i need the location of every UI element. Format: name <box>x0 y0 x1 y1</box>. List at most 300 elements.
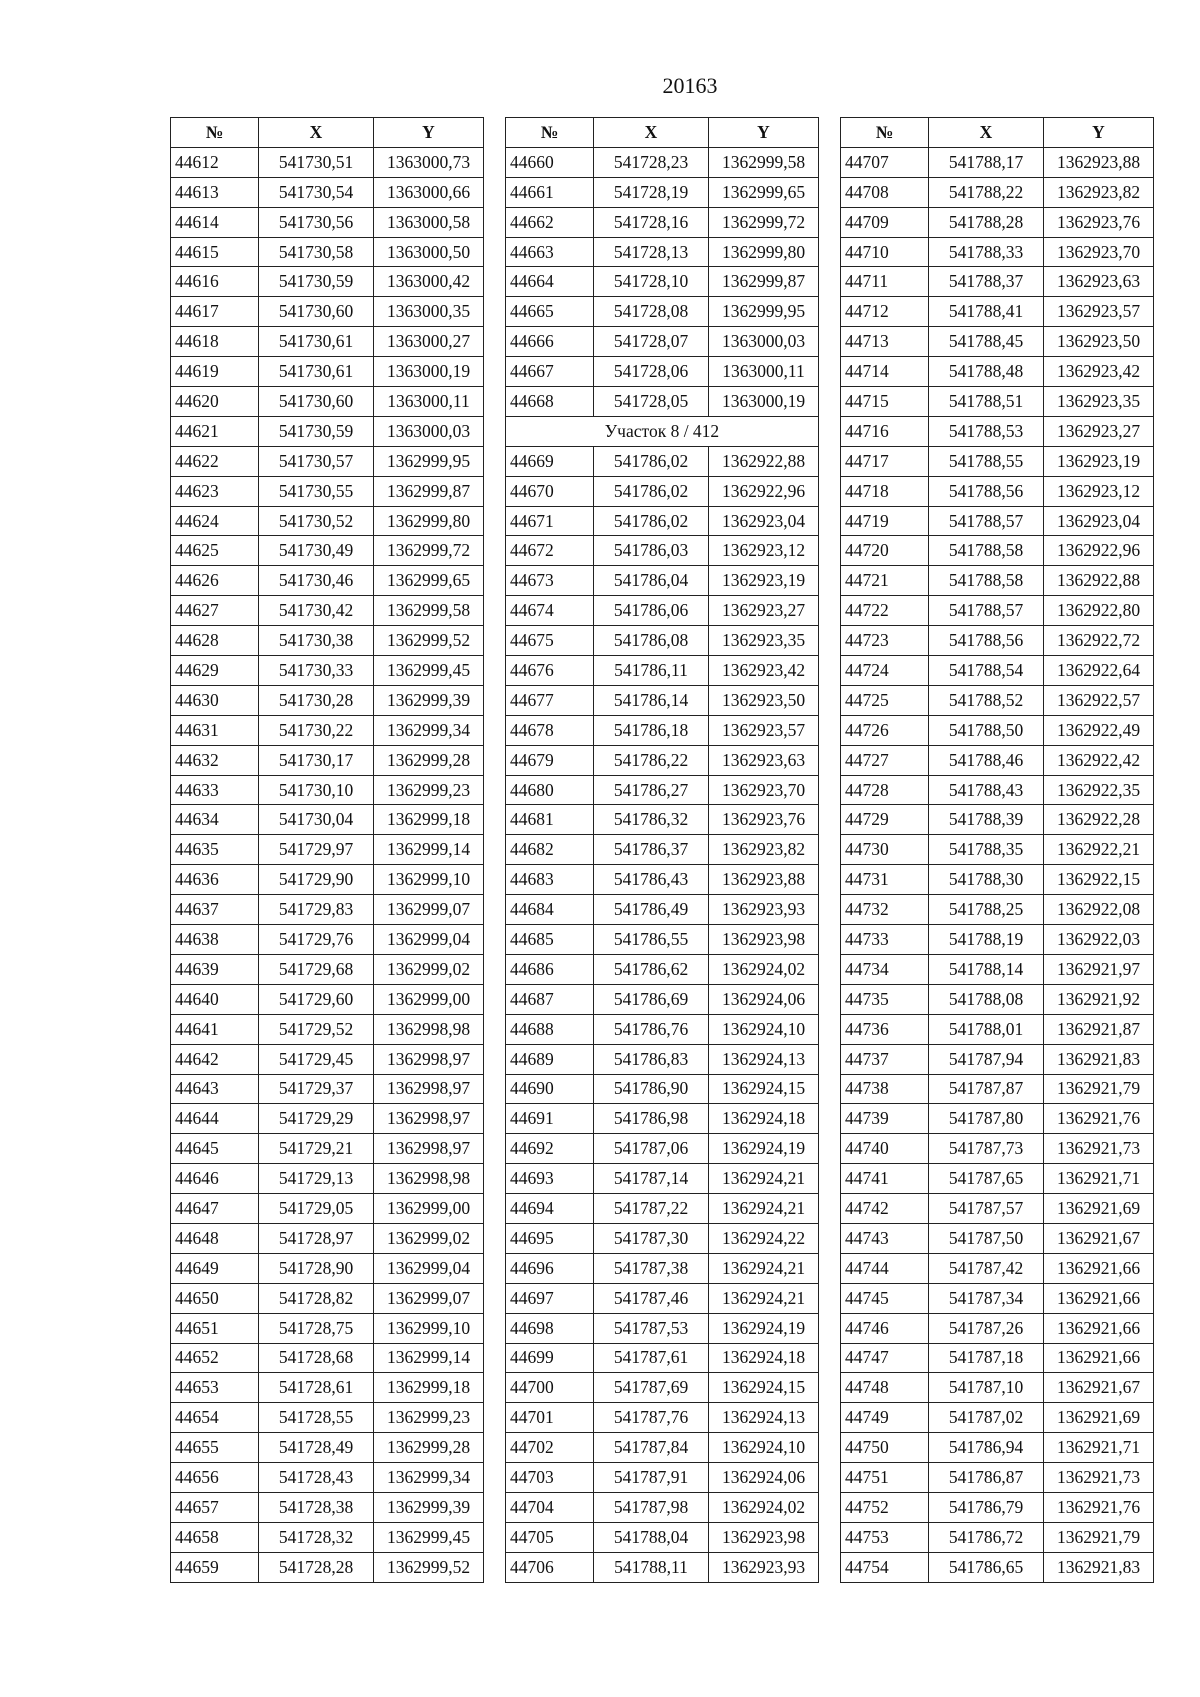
x-coordinate-cell: 541730,42 <box>259 596 374 626</box>
x-coordinate-cell: 541728,23 <box>594 147 709 177</box>
point-number-cell: 44735 <box>841 984 929 1014</box>
x-coordinate-cell: 541729,37 <box>259 1074 374 1104</box>
y-coordinate-cell: 1362921,87 <box>1044 1014 1154 1044</box>
y-coordinate-cell: 1362924,19 <box>709 1134 819 1164</box>
y-coordinate-cell: 1362921,69 <box>1044 1194 1154 1224</box>
table-row <box>841 895 1154 925</box>
point-number-cell: 44680 <box>506 775 594 805</box>
y-coordinate-cell: 1362998,97 <box>374 1074 484 1104</box>
point-number-cell: 44627 <box>171 596 259 626</box>
x-coordinate-cell: 541730,59 <box>259 267 374 297</box>
x-coordinate-cell: 541729,90 <box>259 865 374 895</box>
point-number-cell: 44646 <box>171 1164 259 1194</box>
x-coordinate-cell: 541729,76 <box>259 925 374 955</box>
point-number-cell: 44711 <box>841 267 929 297</box>
x-coordinate-cell: 541730,56 <box>259 207 374 237</box>
x-coordinate-cell: 541730,57 <box>259 446 374 476</box>
y-coordinate-cell: 1362923,76 <box>1044 207 1154 237</box>
y-coordinate-cell: 1362923,76 <box>709 805 819 835</box>
table-row <box>841 1194 1154 1224</box>
x-coordinate-cell: 541787,98 <box>594 1492 709 1522</box>
y-coordinate-cell: 1362921,66 <box>1044 1313 1154 1343</box>
x-coordinate-cell: 541786,49 <box>594 895 709 925</box>
y-coordinate-cell: 1362921,92 <box>1044 984 1154 1014</box>
point-number-cell: 44630 <box>171 685 259 715</box>
x-coordinate-cell: 541788,57 <box>929 596 1044 626</box>
point-number-cell: 44752 <box>841 1492 929 1522</box>
point-number-cell: 44734 <box>841 954 929 984</box>
x-coordinate-cell: 541786,76 <box>594 1014 709 1044</box>
y-coordinate-cell: 1362924,19 <box>709 1313 819 1343</box>
x-coordinate-cell: 541787,26 <box>929 1313 1044 1343</box>
table-row <box>506 1313 819 1343</box>
table-row <box>171 147 484 177</box>
y-coordinate-cell: 1362999,95 <box>709 297 819 327</box>
point-number-cell: 44706 <box>506 1552 594 1582</box>
point-number-cell: 44658 <box>171 1522 259 1552</box>
point-number-cell: 44742 <box>841 1194 929 1224</box>
point-number-cell: 44672 <box>506 536 594 566</box>
y-coordinate-cell: 1362921,76 <box>1044 1492 1154 1522</box>
table-row <box>506 1253 819 1283</box>
y-coordinate-cell: 1362923,50 <box>1044 327 1154 357</box>
point-number-cell: 44622 <box>171 446 259 476</box>
table-row <box>841 1373 1154 1403</box>
point-number-cell: 44699 <box>506 1343 594 1373</box>
table-row <box>841 775 1154 805</box>
x-coordinate-cell: 541728,75 <box>259 1313 374 1343</box>
y-coordinate-cell: 1362921,76 <box>1044 1104 1154 1134</box>
point-number-cell: 44748 <box>841 1373 929 1403</box>
point-number-cell: 44687 <box>506 984 594 1014</box>
column-header-x: X <box>259 118 374 148</box>
x-coordinate-cell: 541787,10 <box>929 1373 1044 1403</box>
x-coordinate-cell: 541788,30 <box>929 865 1044 895</box>
x-coordinate-cell: 541730,04 <box>259 805 374 835</box>
x-coordinate-cell: 541730,61 <box>259 357 374 387</box>
x-coordinate-cell: 541728,10 <box>594 267 709 297</box>
table-row <box>506 1223 819 1253</box>
y-coordinate-cell: 1362921,83 <box>1044 1552 1154 1582</box>
table-row <box>171 626 484 656</box>
x-coordinate-cell: 541786,04 <box>594 566 709 596</box>
y-coordinate-cell: 1362923,19 <box>709 566 819 596</box>
point-number-cell: 44720 <box>841 536 929 566</box>
point-number-cell: 44660 <box>506 147 594 177</box>
table-row <box>506 536 819 566</box>
x-coordinate-cell: 541787,06 <box>594 1134 709 1164</box>
x-coordinate-cell: 541729,60 <box>259 984 374 1014</box>
table-row <box>506 566 819 596</box>
y-coordinate-cell: 1362924,18 <box>709 1104 819 1134</box>
table-row <box>841 1283 1154 1313</box>
table-row <box>171 1403 484 1433</box>
point-number-cell: 44625 <box>171 536 259 566</box>
x-coordinate-cell: 541786,79 <box>929 1492 1044 1522</box>
point-number-cell: 44702 <box>506 1433 594 1463</box>
x-coordinate-cell: 541729,21 <box>259 1134 374 1164</box>
y-coordinate-cell: 1362922,08 <box>1044 895 1154 925</box>
y-coordinate-cell: 1362999,04 <box>374 1253 484 1283</box>
point-number-cell: 44739 <box>841 1104 929 1134</box>
point-number-cell: 44632 <box>171 745 259 775</box>
x-coordinate-cell: 541788,33 <box>929 237 1044 267</box>
section-header-row <box>506 416 819 446</box>
column-header-y: Y <box>374 118 484 148</box>
table-row <box>506 745 819 775</box>
y-coordinate-cell: 1362999,39 <box>374 1492 484 1522</box>
x-coordinate-cell: 541728,43 <box>259 1463 374 1493</box>
table-row <box>506 506 819 536</box>
point-number-cell: 44655 <box>171 1433 259 1463</box>
y-coordinate-cell: 1362921,71 <box>1044 1433 1154 1463</box>
y-coordinate-cell: 1362922,64 <box>1044 656 1154 686</box>
table-row <box>841 446 1154 476</box>
table-row <box>841 984 1154 1014</box>
point-number-cell: 44738 <box>841 1074 929 1104</box>
x-coordinate-cell: 541730,60 <box>259 297 374 327</box>
y-coordinate-cell: 1363000,11 <box>374 387 484 417</box>
y-coordinate-cell: 1362923,82 <box>709 835 819 865</box>
x-coordinate-cell: 541728,61 <box>259 1373 374 1403</box>
x-coordinate-cell: 541728,28 <box>259 1552 374 1582</box>
y-coordinate-cell: 1362999,45 <box>374 1522 484 1552</box>
coordinates-table-2 <box>505 117 819 1583</box>
y-coordinate-cell: 1362922,80 <box>1044 596 1154 626</box>
y-coordinate-cell: 1362922,96 <box>709 476 819 506</box>
table-row <box>506 925 819 955</box>
y-coordinate-cell: 1362923,70 <box>709 775 819 805</box>
point-number-cell: 44709 <box>841 207 929 237</box>
table-row <box>841 237 1154 267</box>
point-number-cell: 44620 <box>171 387 259 417</box>
x-coordinate-cell: 541786,62 <box>594 954 709 984</box>
table-row <box>506 656 819 686</box>
y-coordinate-cell: 1362924,21 <box>709 1164 819 1194</box>
point-number-cell: 44634 <box>171 805 259 835</box>
point-number-cell: 44749 <box>841 1403 929 1433</box>
table-row <box>506 685 819 715</box>
x-coordinate-cell: 541786,02 <box>594 446 709 476</box>
point-number-cell: 44628 <box>171 626 259 656</box>
x-coordinate-cell: 541788,56 <box>929 626 1044 656</box>
table-row <box>171 416 484 446</box>
point-number-cell: 44615 <box>171 237 259 267</box>
table-row <box>171 954 484 984</box>
point-number-cell: 44641 <box>171 1014 259 1044</box>
table-row <box>171 1074 484 1104</box>
x-coordinate-cell: 541728,06 <box>594 357 709 387</box>
point-number-cell: 44678 <box>506 715 594 745</box>
point-number-cell: 44679 <box>506 745 594 775</box>
y-coordinate-cell: 1362923,88 <box>709 865 819 895</box>
x-coordinate-cell: 541728,16 <box>594 207 709 237</box>
y-coordinate-cell: 1363000,73 <box>374 147 484 177</box>
table-row <box>171 1134 484 1164</box>
y-coordinate-cell: 1362924,21 <box>709 1194 819 1224</box>
point-number-cell: 44693 <box>506 1164 594 1194</box>
y-coordinate-cell: 1363000,35 <box>374 297 484 327</box>
x-coordinate-cell: 541788,39 <box>929 805 1044 835</box>
point-number-cell: 44701 <box>506 1403 594 1433</box>
y-coordinate-cell: 1362923,98 <box>709 1522 819 1552</box>
point-number-cell: 44754 <box>841 1552 929 1582</box>
point-number-cell: 44727 <box>841 745 929 775</box>
table-row <box>506 147 819 177</box>
y-coordinate-cell: 1362999,10 <box>374 1313 484 1343</box>
column-header-number: № <box>171 118 259 148</box>
x-coordinate-cell: 541786,65 <box>929 1552 1044 1582</box>
x-coordinate-cell: 541729,52 <box>259 1014 374 1044</box>
x-coordinate-cell: 541786,87 <box>929 1463 1044 1493</box>
column-header-y: Y <box>709 118 819 148</box>
x-coordinate-cell: 541787,84 <box>594 1433 709 1463</box>
x-coordinate-cell: 541728,68 <box>259 1343 374 1373</box>
x-coordinate-cell: 541729,45 <box>259 1044 374 1074</box>
x-coordinate-cell: 541787,65 <box>929 1164 1044 1194</box>
point-number-cell: 44671 <box>506 506 594 536</box>
point-number-cell: 44650 <box>171 1283 259 1313</box>
point-number-cell: 44692 <box>506 1134 594 1164</box>
y-coordinate-cell: 1362999,72 <box>709 207 819 237</box>
y-coordinate-cell: 1362999,02 <box>374 954 484 984</box>
point-number-cell: 44753 <box>841 1522 929 1552</box>
point-number-cell: 44662 <box>506 207 594 237</box>
x-coordinate-cell: 541786,03 <box>594 536 709 566</box>
x-coordinate-cell: 541787,61 <box>594 1343 709 1373</box>
y-coordinate-cell: 1362924,22 <box>709 1223 819 1253</box>
x-coordinate-cell: 541788,28 <box>929 207 1044 237</box>
y-coordinate-cell: 1362924,10 <box>709 1433 819 1463</box>
x-coordinate-cell: 541787,42 <box>929 1253 1044 1283</box>
y-coordinate-cell: 1363000,11 <box>709 357 819 387</box>
x-coordinate-cell: 541728,32 <box>259 1522 374 1552</box>
y-coordinate-cell: 1362922,21 <box>1044 835 1154 865</box>
x-coordinate-cell: 541787,87 <box>929 1074 1044 1104</box>
point-number-cell: 44724 <box>841 656 929 686</box>
point-number-cell: 44716 <box>841 416 929 446</box>
y-coordinate-cell: 1362921,66 <box>1044 1283 1154 1313</box>
point-number-cell: 44691 <box>506 1104 594 1134</box>
y-coordinate-cell: 1362924,15 <box>709 1074 819 1104</box>
y-coordinate-cell: 1362922,72 <box>1044 626 1154 656</box>
point-number-cell: 44697 <box>506 1283 594 1313</box>
table-row <box>506 267 819 297</box>
table-row <box>506 1403 819 1433</box>
x-coordinate-cell: 541786,08 <box>594 626 709 656</box>
y-coordinate-cell: 1362923,93 <box>709 895 819 925</box>
y-coordinate-cell: 1362921,79 <box>1044 1522 1154 1552</box>
point-number-cell: 44696 <box>506 1253 594 1283</box>
point-number-cell: 44643 <box>171 1074 259 1104</box>
table-row <box>841 416 1154 446</box>
y-coordinate-cell: 1362922,03 <box>1044 925 1154 955</box>
x-coordinate-cell: 541730,17 <box>259 745 374 775</box>
table-header-row <box>841 118 1154 148</box>
x-coordinate-cell: 541788,11 <box>594 1552 709 1582</box>
x-coordinate-cell: 541788,52 <box>929 685 1044 715</box>
point-number-cell: 44719 <box>841 506 929 536</box>
point-number-cell: 44685 <box>506 925 594 955</box>
table-row <box>506 476 819 506</box>
page-number: 20163 <box>662 73 718 98</box>
y-coordinate-cell: 1362998,98 <box>374 1164 484 1194</box>
table-row <box>171 1313 484 1343</box>
table-row <box>506 387 819 417</box>
point-number-cell: 44703 <box>506 1463 594 1493</box>
point-number-cell: 44666 <box>506 327 594 357</box>
section-title: Участок 8 / 412 <box>506 416 819 446</box>
point-number-cell: 44740 <box>841 1134 929 1164</box>
x-coordinate-cell: 541729,05 <box>259 1194 374 1224</box>
x-coordinate-cell: 541787,30 <box>594 1223 709 1253</box>
table-row <box>171 745 484 775</box>
y-coordinate-cell: 1362999,95 <box>374 446 484 476</box>
y-coordinate-cell: 1362923,12 <box>709 536 819 566</box>
x-coordinate-cell: 541729,83 <box>259 895 374 925</box>
table-row <box>171 1223 484 1253</box>
x-coordinate-cell: 541788,01 <box>929 1014 1044 1044</box>
y-coordinate-cell: 1362999,10 <box>374 865 484 895</box>
table-row <box>171 327 484 357</box>
table-header-row <box>506 118 819 148</box>
x-coordinate-cell: 541786,83 <box>594 1044 709 1074</box>
table-row <box>506 1104 819 1134</box>
table-row <box>171 536 484 566</box>
table-row <box>841 1463 1154 1493</box>
y-coordinate-cell: 1362923,04 <box>709 506 819 536</box>
table-row <box>841 745 1154 775</box>
x-coordinate-cell: 541787,73 <box>929 1134 1044 1164</box>
table-row <box>506 715 819 745</box>
x-coordinate-cell: 541788,25 <box>929 895 1044 925</box>
table-row <box>841 1433 1154 1463</box>
y-coordinate-cell: 1362923,88 <box>1044 147 1154 177</box>
table-row <box>841 1403 1154 1433</box>
y-coordinate-cell: 1362999,23 <box>374 1403 484 1433</box>
x-coordinate-cell: 541787,34 <box>929 1283 1044 1313</box>
y-coordinate-cell: 1362924,02 <box>709 954 819 984</box>
y-coordinate-cell: 1362923,63 <box>709 745 819 775</box>
table-row <box>171 984 484 1014</box>
x-coordinate-cell: 541788,08 <box>929 984 1044 1014</box>
point-number-cell: 44676 <box>506 656 594 686</box>
y-coordinate-cell: 1362924,21 <box>709 1283 819 1313</box>
point-number-cell: 44618 <box>171 327 259 357</box>
table-row <box>171 1433 484 1463</box>
table-row <box>506 984 819 1014</box>
y-coordinate-cell: 1362999,18 <box>374 1373 484 1403</box>
y-coordinate-cell: 1362924,21 <box>709 1253 819 1283</box>
x-coordinate-cell: 541786,90 <box>594 1074 709 1104</box>
y-coordinate-cell: 1362922,49 <box>1044 715 1154 745</box>
x-coordinate-cell: 541728,05 <box>594 387 709 417</box>
x-coordinate-cell: 541786,18 <box>594 715 709 745</box>
table-row <box>506 775 819 805</box>
table-row <box>506 177 819 207</box>
x-coordinate-cell: 541730,51 <box>259 147 374 177</box>
y-coordinate-cell: 1362923,50 <box>709 685 819 715</box>
y-coordinate-cell: 1363000,03 <box>374 416 484 446</box>
point-number-cell: 44631 <box>171 715 259 745</box>
point-number-cell: 44741 <box>841 1164 929 1194</box>
table-row <box>841 506 1154 536</box>
y-coordinate-cell: 1362923,98 <box>709 925 819 955</box>
x-coordinate-cell: 541728,08 <box>594 297 709 327</box>
x-coordinate-cell: 541786,55 <box>594 925 709 955</box>
table-row <box>841 357 1154 387</box>
table-row <box>171 596 484 626</box>
y-coordinate-cell: 1362999,02 <box>374 1223 484 1253</box>
point-number-cell: 44744 <box>841 1253 929 1283</box>
point-number-cell: 44616 <box>171 267 259 297</box>
table-row <box>841 327 1154 357</box>
y-coordinate-cell: 1362922,88 <box>709 446 819 476</box>
point-number-cell: 44713 <box>841 327 929 357</box>
point-number-cell: 44677 <box>506 685 594 715</box>
point-number-cell: 44690 <box>506 1074 594 1104</box>
table-row <box>171 387 484 417</box>
y-coordinate-cell: 1362999,34 <box>374 715 484 745</box>
table-row <box>841 177 1154 207</box>
x-coordinate-cell: 541788,19 <box>929 925 1044 955</box>
y-coordinate-cell: 1362999,07 <box>374 1283 484 1313</box>
y-coordinate-cell: 1362922,57 <box>1044 685 1154 715</box>
table-row <box>841 387 1154 417</box>
table-row <box>171 805 484 835</box>
table-row <box>171 476 484 506</box>
table-row <box>841 1014 1154 1044</box>
point-number-cell: 44721 <box>841 566 929 596</box>
x-coordinate-cell: 541786,94 <box>929 1433 1044 1463</box>
point-number-cell: 44723 <box>841 626 929 656</box>
table-header-row <box>171 118 484 148</box>
table-row <box>171 446 484 476</box>
y-coordinate-cell: 1362923,19 <box>1044 446 1154 476</box>
point-number-cell: 44617 <box>171 297 259 327</box>
y-coordinate-cell: 1363000,42 <box>374 267 484 297</box>
y-coordinate-cell: 1362999,14 <box>374 1343 484 1373</box>
point-number-cell: 44647 <box>171 1194 259 1224</box>
y-coordinate-cell: 1362924,18 <box>709 1343 819 1373</box>
table-row <box>506 1014 819 1044</box>
x-coordinate-cell: 541786,02 <box>594 506 709 536</box>
table-row <box>171 1492 484 1522</box>
point-number-cell: 44667 <box>506 357 594 387</box>
point-number-cell: 44619 <box>171 357 259 387</box>
x-coordinate-cell: 541786,06 <box>594 596 709 626</box>
x-coordinate-cell: 541788,37 <box>929 267 1044 297</box>
table-row <box>506 1492 819 1522</box>
point-number-cell: 44656 <box>171 1463 259 1493</box>
table-row <box>171 1104 484 1134</box>
table-row <box>171 177 484 207</box>
y-coordinate-cell: 1362923,12 <box>1044 476 1154 506</box>
x-coordinate-cell: 541786,02 <box>594 476 709 506</box>
y-coordinate-cell: 1362923,27 <box>709 596 819 626</box>
point-number-cell: 44626 <box>171 566 259 596</box>
x-coordinate-cell: 541729,68 <box>259 954 374 984</box>
table-row <box>841 267 1154 297</box>
x-coordinate-cell: 541786,27 <box>594 775 709 805</box>
point-number-cell: 44670 <box>506 476 594 506</box>
y-coordinate-cell: 1362924,15 <box>709 1373 819 1403</box>
y-coordinate-cell: 1362924,13 <box>709 1044 819 1074</box>
x-coordinate-cell: 541788,41 <box>929 297 1044 327</box>
y-coordinate-cell: 1362922,42 <box>1044 745 1154 775</box>
table-row <box>841 1313 1154 1343</box>
table-row <box>841 865 1154 895</box>
